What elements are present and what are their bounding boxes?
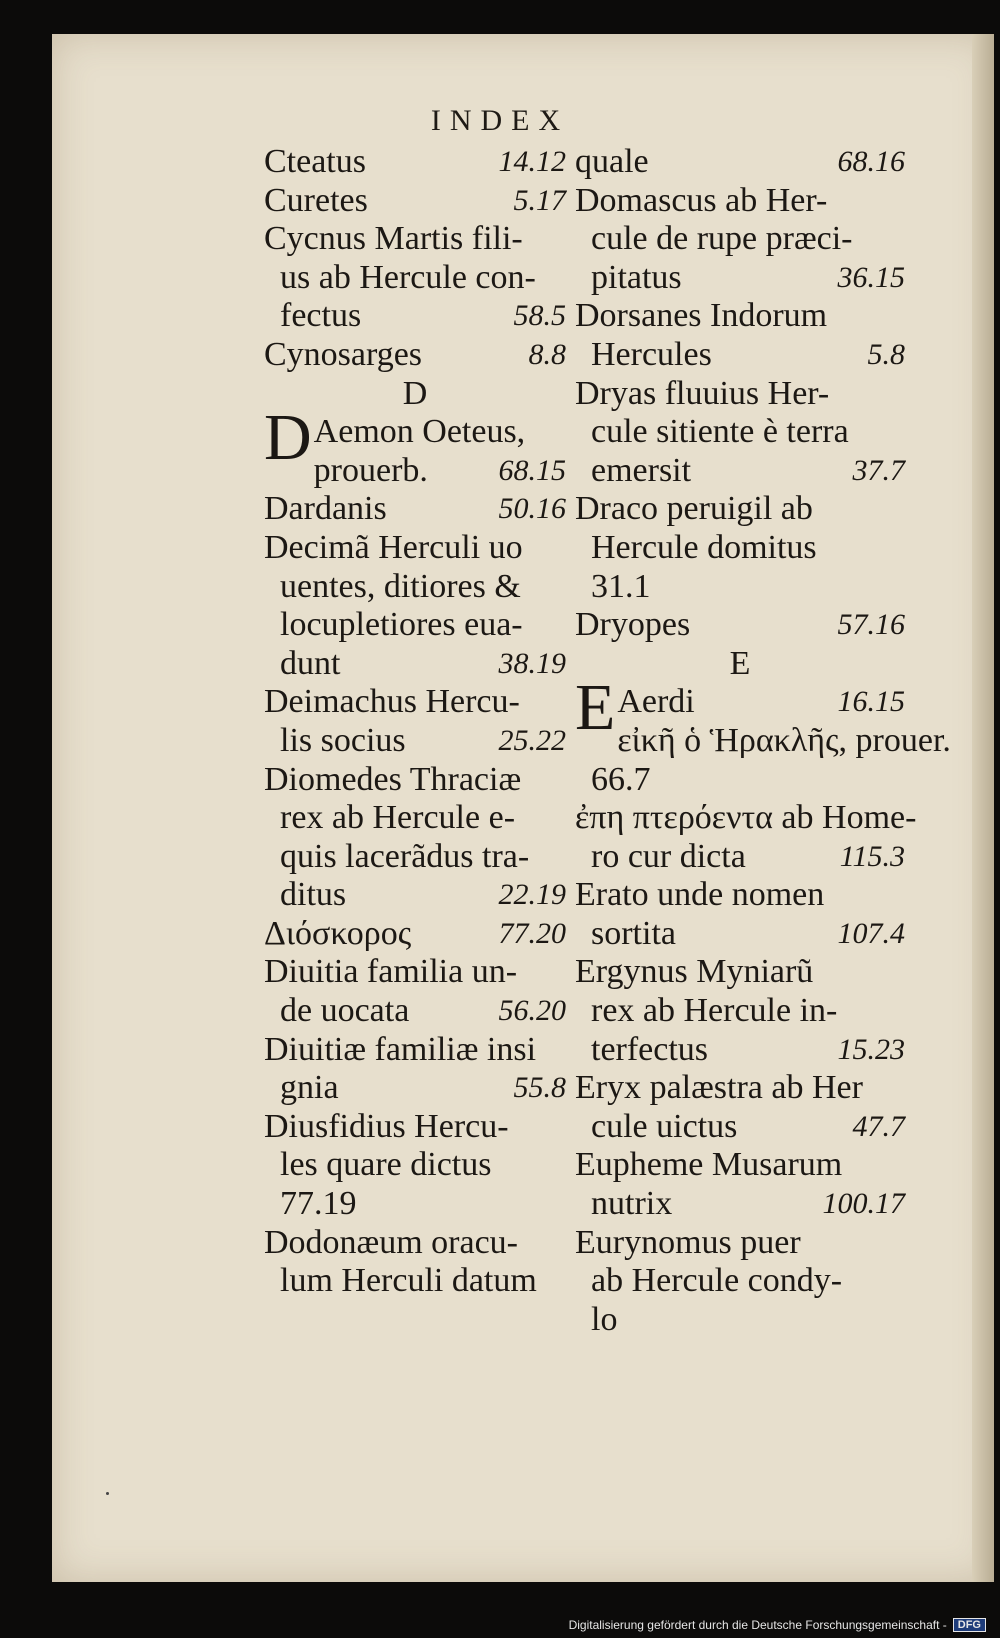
page-header: INDEX: [430, 104, 570, 137]
entry-text: cule sitiente è terra: [591, 413, 849, 451]
entry-line: [575, 413, 905, 452]
index-entry: [575, 490, 905, 606]
index-entry: [575, 1146, 905, 1223]
entry-text: Aemon Oeteus,: [313, 413, 526, 451]
entry-text: terfectus: [591, 1030, 709, 1068]
entry-text: dunt: [280, 644, 341, 682]
index-entry: [264, 220, 566, 336]
entry-line: [575, 1301, 905, 1340]
page-reference: 5.8: [867, 337, 905, 371]
entry-line: [575, 1262, 905, 1301]
entry-text: Διόσκορος: [264, 914, 412, 952]
entry-text: quis lacerãdus tra-: [280, 837, 530, 875]
entry-line: [575, 336, 905, 375]
entry-line: [264, 761, 566, 800]
entry-line: [264, 1146, 566, 1185]
entry-line: [575, 529, 905, 568]
entry-text: Eupheme Musarum: [575, 1146, 843, 1184]
ink-speck: [106, 1492, 109, 1495]
index-entry: [264, 1031, 566, 1108]
entry-line: [575, 452, 905, 491]
entry-line: [264, 1069, 566, 1108]
entry-line: [264, 1224, 566, 1263]
entry-line: [264, 568, 566, 607]
entry-line: [264, 838, 566, 877]
entry-line: [617, 683, 905, 722]
page-spine: [972, 34, 994, 1582]
footer-text: Digitalisierung gefördert durch die Deutsche Forschungsgemeinschaft -: [568, 1618, 947, 1632]
entry-text: ἐπη πτερόεντα ab Home-: [575, 799, 917, 837]
entry-text: Diomedes Thraciæ: [264, 760, 522, 798]
entry-line: [575, 1185, 905, 1224]
entry-text: cule de rupe præci-: [591, 220, 853, 258]
entry-text: cule uictus: [591, 1107, 738, 1145]
entry-line: [575, 799, 917, 838]
entry-line: [575, 375, 905, 414]
page-reference: 55.8: [513, 1071, 566, 1105]
entry-text: fectus: [280, 297, 362, 335]
entry-text: Eryx palæstra ab Her: [575, 1069, 863, 1107]
entry-text: ro cur dicta: [591, 837, 746, 875]
index-entry: [264, 683, 566, 760]
index-column-right: [575, 143, 951, 1339]
entry-text: Dodonæum oracu-: [264, 1223, 519, 1261]
index-entry: [575, 953, 905, 1069]
entry-line: [617, 721, 951, 761]
index-entry: [575, 143, 905, 182]
entry-text: Curetes: [264, 181, 368, 219]
entry-line: [575, 490, 905, 529]
entry-text: rex ab Hercule e-: [280, 799, 516, 837]
page-reference: 14.12: [498, 145, 566, 178]
entry-line: [575, 992, 905, 1031]
entry-text: prouerb.: [313, 451, 428, 489]
entry-text: Erato unde nomen: [575, 876, 825, 914]
entry-line: [575, 259, 905, 298]
entry-text: Eurynomus puer: [575, 1223, 801, 1261]
entry-text: lis socius: [280, 721, 406, 759]
entry-text: Aerdi: [617, 683, 695, 721]
entry-line: [264, 490, 566, 529]
entry-text: us ab Hercule con-: [280, 258, 536, 296]
index-entry: [264, 143, 566, 182]
entry-line: [264, 1031, 566, 1070]
entry-line: [575, 915, 905, 954]
entry-line: [264, 915, 566, 954]
digitization-footer: [0, 1612, 1000, 1638]
entry-text: uentes, ditiores &: [280, 567, 521, 605]
index-entry: [575, 297, 905, 374]
entry-line: [575, 761, 905, 800]
section-letter: D: [402, 374, 428, 412]
entry-text: Ergynus Myniarũ: [575, 953, 814, 991]
entry-line: [575, 838, 905, 877]
entry-line: [264, 953, 566, 992]
section-letter: E: [729, 644, 751, 682]
index-entry: [575, 182, 905, 298]
entry-line: [264, 645, 566, 684]
entry-line: [264, 606, 566, 645]
entry-line: [264, 143, 566, 182]
entry-text: les quare dictus: [280, 1146, 492, 1184]
index-entry: [264, 915, 566, 954]
entry-text: Cynosarges: [264, 335, 423, 373]
entry-line: [575, 297, 905, 336]
entry-text: Diuitia familia un-: [264, 953, 518, 991]
page-reference: 100.17: [822, 1187, 905, 1221]
entry-line: [575, 876, 905, 915]
entry-line: [575, 1069, 905, 1108]
entry-text: Cycnus Martis fili-: [264, 220, 523, 258]
page-reference: 77.20: [498, 916, 566, 950]
entry-text: Decimã Herculi uo: [264, 528, 523, 566]
index-entry: [264, 761, 566, 915]
page-reference: 68.16: [837, 145, 905, 178]
page-reference: 58.5: [513, 299, 566, 333]
entry-text: Cteatus: [264, 143, 366, 180]
entry-line: [575, 220, 905, 259]
entry-text: quale: [575, 143, 649, 180]
entry-text: Diuitiæ familiæ insi: [264, 1030, 537, 1068]
page-reference: 50.16: [498, 492, 566, 526]
entry-text: Draco peruigil ab: [575, 490, 813, 528]
entry-text: locupletiores eua-: [280, 606, 523, 644]
page-reference: 25.22: [498, 723, 566, 757]
entry-line: [314, 413, 566, 452]
entry-line: [575, 1031, 905, 1070]
entry-text: Dorsanes Indorum: [575, 297, 828, 335]
entry-line: [264, 1108, 566, 1147]
entry-text: nutrix: [591, 1185, 673, 1223]
entry-text: 66.7: [591, 760, 651, 798]
entry-line: [264, 336, 566, 375]
index-entry: [264, 1108, 566, 1224]
page-reference: 68.15: [498, 453, 566, 487]
entry-line: [264, 297, 566, 336]
entry-line: [264, 259, 566, 298]
index-entry: [264, 1224, 566, 1301]
entry-line: [575, 1108, 905, 1147]
entry-line: [575, 953, 905, 992]
index-entry: [264, 182, 566, 221]
entry-text: pitatus: [591, 258, 682, 296]
entry-line: [264, 1262, 566, 1301]
index-entry: [264, 490, 566, 529]
entry-line: [264, 182, 566, 221]
index-entry: [575, 876, 905, 953]
index-entry: [264, 401, 566, 490]
index-entry: [575, 1224, 905, 1340]
entry-line: [575, 1146, 905, 1185]
index-entry: [575, 1069, 905, 1146]
index-column-left: [264, 143, 566, 1301]
page-reference: 38.19: [498, 646, 566, 680]
page-reference: 36.15: [837, 260, 905, 294]
entry-line: [575, 568, 905, 607]
dfg-logo: DFG: [953, 1618, 986, 1632]
entry-line: [575, 182, 905, 221]
entry-line: [264, 992, 566, 1031]
entry-text: ditus: [280, 876, 347, 914]
entry-text: 77.19: [280, 1185, 357, 1223]
page-reference: 16.15: [837, 685, 905, 719]
entry-line: [575, 606, 905, 645]
entry-text: Diusfidius Hercu-: [264, 1107, 509, 1145]
page-reference: 8.8: [528, 337, 566, 371]
page-reference: 15.23: [837, 1032, 905, 1066]
entry-text: Dardanis: [264, 490, 387, 528]
entry-line: [264, 220, 566, 259]
entry-line: [314, 452, 566, 491]
page-reference: 22.19: [498, 878, 566, 912]
index-entry: [575, 799, 917, 876]
page-reference: 37.7: [852, 453, 905, 487]
entry-text: gnia: [280, 1069, 339, 1107]
entry-line: [575, 1224, 905, 1263]
page-reference: 115.3: [839, 839, 905, 873]
index-entry: [575, 721, 951, 799]
page-reference: 57.16: [837, 608, 905, 642]
entry-text: lum Herculi datum: [280, 1262, 537, 1300]
entry-text: Hercule domitus: [591, 528, 817, 566]
drop-capital: E: [575, 671, 616, 745]
index-entry: [264, 529, 566, 683]
entry-text: Dryas fluuius Her-: [575, 374, 830, 412]
entry-line: [264, 799, 566, 838]
index-entry: [575, 375, 905, 491]
entry-text: εἰκῆ ὁ Ἡρακλῆς, prouer.: [617, 721, 951, 759]
drop-capital: D: [264, 401, 312, 475]
entry-text: Domascus ab Her-: [575, 181, 828, 219]
page-reference: 5.17: [513, 183, 566, 217]
entry-line: [264, 722, 566, 761]
entry-text: emersit: [591, 451, 692, 489]
index-entry: [264, 336, 566, 375]
entry-text: ab Hercule condy-: [591, 1262, 843, 1300]
entry-line: [575, 143, 905, 182]
page-reference: 56.20: [498, 994, 566, 1028]
entry-line: [264, 529, 566, 568]
entry-text: lo: [591, 1300, 618, 1338]
entry-line: [264, 876, 566, 915]
entry-text: Hercules: [591, 335, 712, 373]
entry-text: 31.1: [591, 567, 651, 605]
entry-text: sortita: [591, 914, 676, 952]
entry-text: Dryopes: [575, 606, 691, 644]
entry-line: [264, 683, 566, 722]
entry-text: rex ab Hercule in-: [591, 992, 838, 1030]
index-entry: [575, 606, 905, 645]
page-reference: 47.7: [852, 1109, 905, 1143]
page-reference: 107.4: [837, 916, 905, 950]
index-entry: [264, 953, 566, 1030]
entry-line: [264, 1185, 566, 1224]
entry-text: de uocata: [280, 992, 410, 1030]
entry-text: Deimachus Hercu-: [264, 683, 520, 721]
